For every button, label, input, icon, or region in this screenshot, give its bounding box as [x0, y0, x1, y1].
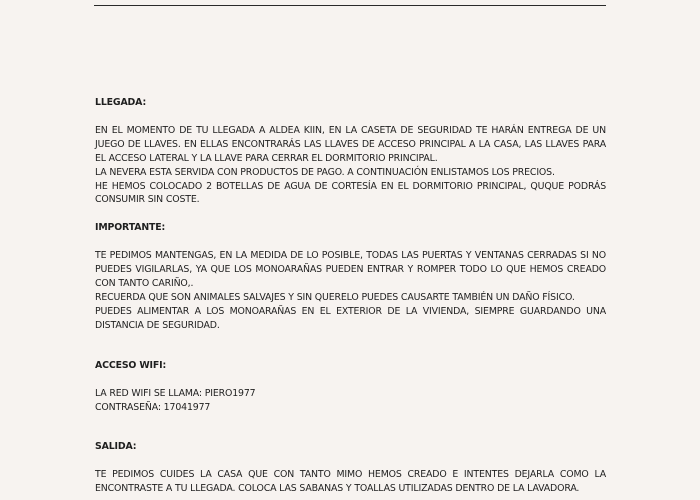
section-heading-wifi: ACCESO WIFI:: [95, 359, 167, 371]
importante-paragraph-2: RECUERDA QUE SON ANIMALES SALVAJES Y SIN QUERELO PUEDES CAUSARTE TAMBIÉN UN DAÑO FÍSICO.: [95, 291, 575, 303]
importante-paragraph-1: TE PEDIMOS MANTENGAS, EN LA MEDIDA DE LO POSIBLE, TODAS LAS PUERTAS Y VENTANAS CERRADAS SI NO PUEDES VIGILARLAS, YA QUE LOS MONOARAÑAS PUEDEN ENTRAR Y ROMPER TODO LO QUE HEMOS CREADO CON TANTO CARIÑO,.: [95, 250, 606, 290]
section-heading-importante: IMPORTANTE:: [95, 222, 166, 234]
wifi-password: CONTRASEÑA: 17041977: [95, 401, 211, 413]
section-heading-salida: SALIDA:: [95, 441, 137, 453]
llegada-paragraph-2: LA NEVERA ESTA SERVIDA CON PRODUCTOS DE PAGO. A CONTINUACIÓN ENLISTAMOS LOS PRECIOS.: [95, 166, 555, 178]
salida-paragraph-1: TE PEDIMOS CUIDES LA CASA QUE CON TANTO MIMO HEMOS CREADO E INTENTES DEJARLA COMO LA ENCONTRASTE A TU LLEGADA. COLOCA LAS SABANAS Y TOALLAS UTILIZADAS DENTRO DE LA LAVADORA.: [95, 469, 606, 495]
llegada-paragraph-1: EN EL MOMENTO DE TU LLEGADA A ALDEA KIIN, EN LA CASETA DE SEGURIDAD TE HARÁN ENTREGA DE UN JUEGO DE LLAVES. EN ELLAS ENCONTRARÁS LAS LLAVES DE ACCESO PRINCIPAL A LA CASA, LAS LLAVES PARA EL ACCESO LATERAL Y LA LLAVE PARA CERRAR EL DORMITORIO PRINCIPAL.: [95, 124, 606, 164]
importante-paragraph-3: PUEDES ALIMENTAR A LOS MONOARAÑAS EN EL EXTERIOR DE LA VIVIENDA, SIEMPRE GUARDANDO UNA DISTANCIA DE SEGURIDAD.: [95, 305, 606, 331]
document-body: [95, 96, 606, 496]
wifi-network-name: LA RED WIFI SE LLAMA: PIERO1977: [95, 387, 256, 399]
llegada-paragraph-3: HE HEMOS COLOCADO 2 BOTELLAS DE AGUA DE CORTESÍA EN EL DORMITORIO PRINCIPAL, QUQUE PODRÁS CONSUMIR SIN COSTE.: [95, 180, 606, 206]
section-heading-llegada: LLEGADA:: [95, 97, 147, 108]
top-divider: [94, 5, 606, 6]
